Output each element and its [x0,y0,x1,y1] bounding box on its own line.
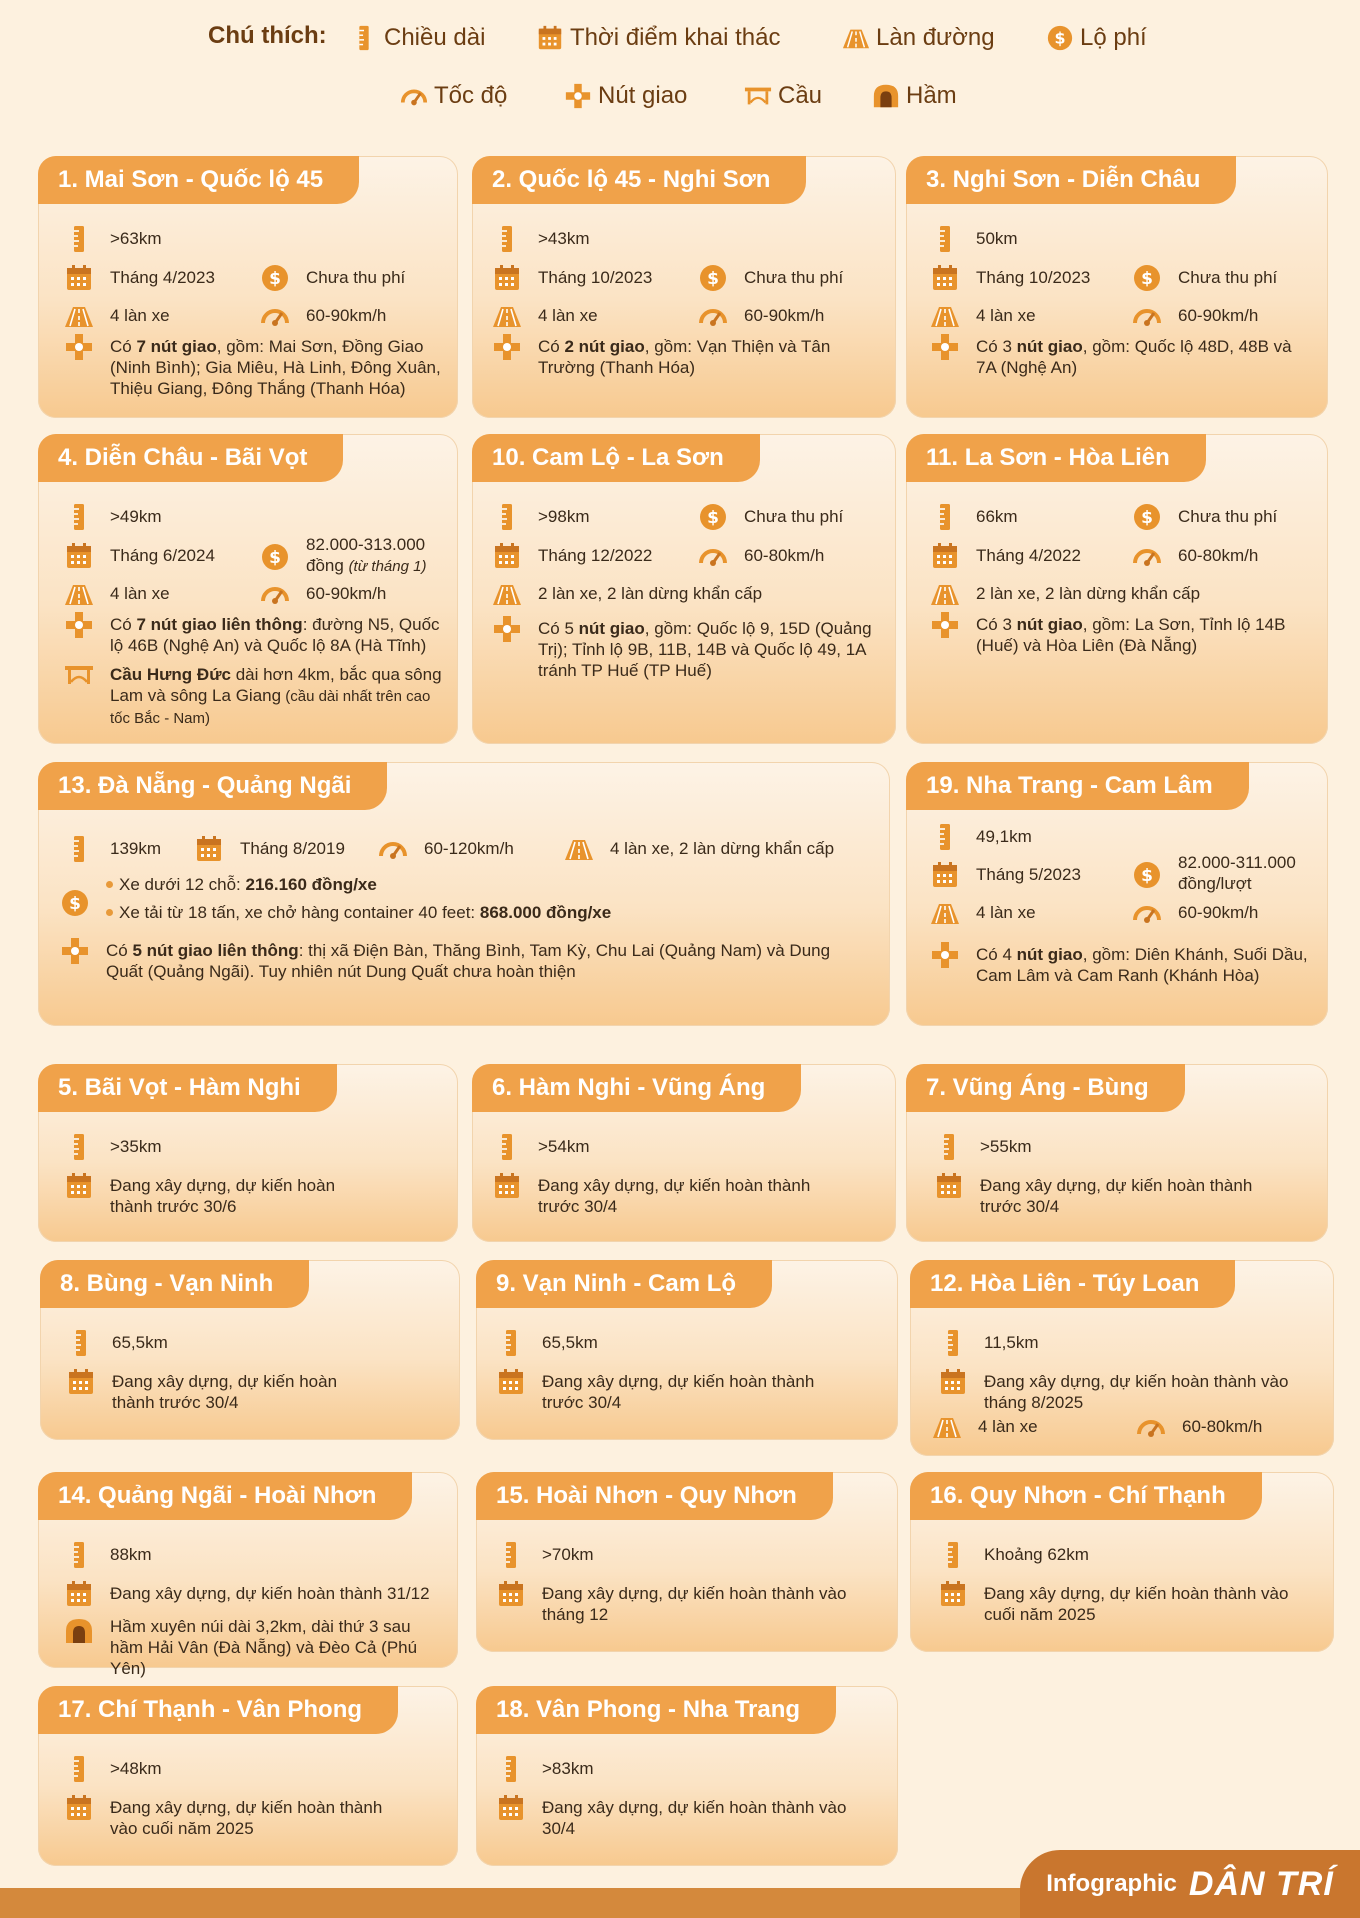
speedometer-icon [1136,1412,1166,1442]
ruler-icon [64,1754,94,1784]
road-icon [932,1412,962,1442]
ruler-icon [492,502,522,532]
speed-row: 60-90km/h [1132,902,1322,928]
length-row: 11,5km [938,1332,1318,1358]
time-row: Đang xây dựng, dự kiến hoàn thành trước 30/4 [496,1371,826,1413]
route-title: 16. Quy Nhơn - Chí Thạnh [910,1472,1262,1520]
calendar-icon [930,541,960,571]
route-title: 3. Nghi Sơn - Diễn Châu [906,156,1236,204]
route-title: 4. Diễn Châu - Bãi Vọt [38,434,343,482]
lanes-row: 4 làn xe [930,305,1120,331]
route-card-16 [910,1472,1334,1652]
route-title: 11. La Sơn - Hòa Liên [906,434,1206,482]
legend-tunnel: Hầm [872,82,957,110]
junction-icon [930,940,960,970]
ruler-icon [64,1540,94,1570]
route-title: 5. Bãi Vọt - Hàm Nghi [38,1064,337,1112]
route-title: 17. Chí Thạnh - Vân Phong [38,1686,398,1734]
time-row: Tháng 6/2024 [64,545,244,571]
calendar-icon [496,1367,526,1397]
fee-row: Chưa thu phí [260,267,450,293]
tunnel-icon [64,1616,94,1646]
junction-row: Có 4 nút giao, gồm: Diên Khánh, Suối Dầu, Cam Lâm và Cam Ranh (Khánh Hòa) [930,944,1310,986]
route-title: 19. Nha Trang - Cam Lâm [906,762,1249,810]
ruler-icon [492,224,522,254]
calendar-icon [64,263,94,293]
lanes-row: 4 làn xe [492,305,682,331]
time-row: Đang xây dựng, dự kiến hoàn thành vào cuối năm 2025 [64,1797,404,1839]
route-card-13 [38,762,890,1026]
route-card-5 [38,1064,458,1242]
calendar-icon [536,24,564,52]
bridge-icon [64,660,94,690]
time-row: Tháng 4/2023 [64,267,244,293]
length-row: 65,5km [66,1332,446,1358]
calendar-icon [64,1793,94,1823]
route-title: 15. Hoài Nhơn - Quy Nhơn [476,1472,833,1520]
junction-icon [492,332,522,362]
speedometer-icon [400,82,428,110]
length-row: >54km [492,1136,872,1162]
ruler-icon [64,224,94,254]
time-row: Tháng 10/2023 [930,267,1120,293]
length-row: 50km [930,228,1310,254]
speed-row: 60-90km/h [698,305,888,331]
speedometer-icon [260,579,290,609]
junction-row: Có 2 nút giao, gồm: Vạn Thiện và Tân Trường (Thanh Hóa) [492,336,872,378]
route-title: 18. Vân Phong - Nha Trang [476,1686,836,1734]
route-title: 2. Quốc lộ 45 - Nghi Sơn [472,156,806,204]
lanes-row: 4 làn xe [64,583,244,609]
time-row: Đang xây dựng, dự kiến hoàn thành trước 30/4 [934,1175,1264,1217]
length-row: 66km [930,506,1120,532]
dollar-icon [260,263,290,293]
length-row: 139km [64,838,194,864]
road-icon [930,579,960,609]
route-card-14 [38,1472,458,1678]
lanes-row: 4 làn xe [932,1416,1122,1442]
dollar-icon [698,502,728,532]
speed-row: 60-90km/h [260,583,450,609]
junction-icon [930,332,960,362]
junction-icon [60,936,90,966]
route-card-2 [472,156,896,418]
route-title: 10. Cam Lộ - La Sơn [472,434,760,482]
ruler-icon [496,1328,526,1358]
route-title: 13. Đà Nẵng - Quảng Ngãi [38,762,387,810]
junction-row: Có 3 nút giao, gồm: Quốc lộ 48D, 48B và 7A (Nghệ An) [930,336,1310,378]
time-row: Tháng 4/2022 [930,545,1120,571]
lanes-row: 2 làn xe, 2 làn dừng khẩn cấp [492,583,882,609]
road-icon [564,834,594,864]
legend-lanes: Làn đường [842,24,995,52]
calendar-icon [930,263,960,293]
speedometer-icon [1132,898,1162,928]
route-title: 9. Vạn Ninh - Cam Lộ [476,1260,772,1308]
ruler-icon [930,822,960,852]
route-card-4 [38,434,458,744]
route-card-6 [472,1064,896,1242]
brand-label: Infographic [1046,1870,1177,1897]
speedometer-icon [698,301,728,331]
speedometer-icon [698,541,728,571]
speed-row: 60-80km/h [1136,1416,1326,1442]
lanes-row: 2 làn xe, 2 làn dừng khẩn cấp [930,583,1320,609]
route-card-9 [476,1260,898,1440]
calendar-icon [938,1367,968,1397]
lanes-row: 4 làn xe [930,902,1120,928]
dollar-icon [1132,860,1162,890]
length-row: >49km [64,506,444,532]
ruler-icon [496,1540,526,1570]
time-row: Đang xây dựng, dự kiến hoàn thành 31/12 [64,1583,454,1609]
junction-row: Có 7 nút giao liên thông: đường N5, Quốc lộ 46B (Nghệ An) và Quốc lộ 8A (Hà Tĩnh) [64,614,444,656]
ruler-icon [64,834,94,864]
road-icon [930,301,960,331]
route-title: 7. Vũng Áng - Bùng [906,1064,1185,1112]
fee-row: Chưa thu phí [1132,267,1322,293]
route-card-10 [472,434,896,744]
dollar-icon [60,888,90,918]
length-row: 49,1km [930,826,1310,852]
road-icon [930,898,960,928]
time-row: Đang xây dựng, dự kiến hoàn thành vào tháng 12 [496,1583,866,1625]
fee-row: Chưa thu phí [1132,506,1322,532]
road-icon [64,579,94,609]
speed-row: 60-90km/h [260,305,450,331]
calendar-icon [492,1171,522,1201]
time-row: Đang xây dựng, dự kiến hoàn thành vào 30/4 [496,1797,866,1839]
road-icon [64,301,94,331]
length-row: >35km [64,1136,444,1162]
length-row: >43km [492,228,872,254]
dollar-icon [1132,263,1162,293]
junction-row: Có 5 nút giao, gồm: Quốc lộ 9, 15D (Quảng Trị); Tỉnh lộ 9B, 11B, 14B và Quốc lộ 49, 1A tránh TP Huế (TP Huế) [492,618,872,681]
time-row: Đang xây dựng, dự kiến hoàn thành vào cuối năm 2025 [938,1583,1308,1625]
calendar-icon [934,1171,964,1201]
calendar-icon [492,541,522,571]
calendar-icon [64,1579,94,1609]
route-card-11 [906,434,1328,744]
lanes-row: 4 làn xe [64,305,244,331]
ruler-icon [350,24,378,52]
calendar-icon [64,541,94,571]
legend-junction: Nút giao [564,82,687,110]
legend-length: Chiều dài [350,24,485,52]
speed-row: 60-90km/h [1132,305,1322,331]
bridge-icon [744,82,772,110]
legend-time: Thời điểm khai thác [536,24,781,52]
calendar-icon [194,834,224,864]
calendar-icon [492,263,522,293]
legend-speed: Tốc độ [400,82,507,110]
tunnel-icon [872,82,900,110]
junction-icon [564,82,592,110]
fee-row [60,874,860,923]
road-icon [492,301,522,331]
ruler-icon [66,1328,96,1358]
junction-icon [492,614,522,644]
lanes-row: 4 làn xe, 2 làn dừng khẩn cấp [564,838,884,864]
fee-row: Chưa thu phí [698,267,888,293]
speedometer-icon [260,301,290,331]
time-row: Tháng 8/2019 [194,838,364,864]
ruler-icon [930,502,960,532]
dollar-icon [1132,502,1162,532]
fee-item: Xe dưới 12 chỗ: 216.160 đồng/xe [106,874,860,895]
ruler-icon [930,224,960,254]
bridge-row: Cầu Hưng Đức dài hơn 4km, bắc qua sông Lam và sông La Giang (cầu dài nhất trên cao tốc Bắc - Nam) [64,664,444,729]
route-title: 14. Quảng Ngãi - Hoài Nhơn [38,1472,412,1520]
length-row: >63km [64,228,444,254]
length-row: >83km [496,1758,876,1784]
route-card-3 [906,156,1328,418]
speed-row: 60-80km/h [1132,545,1322,571]
route-card-18 [476,1686,898,1866]
time-row: Đang xây dựng, dự kiến hoàn thành trước 30/6 [64,1175,374,1217]
road-icon [492,579,522,609]
length-row: >70km [496,1544,876,1570]
junction-row: Có 5 nút giao liên thông: thị xã Điện Bàn, Thăng Bình, Tam Kỳ, Chu Lai (Quảng Nam) và Dung Quất (Quảng Ngãi). Tuy nhiên nút Dung Quất chưa hoàn thiện [60,940,870,982]
calendar-icon [64,1171,94,1201]
junction-icon [930,610,960,640]
length-row: >98km [492,506,682,532]
speedometer-icon [1132,301,1162,331]
speed-row: 60-80km/h [698,545,888,571]
time-row: Đang xây dựng, dự kiến hoàn thành trước 30/4 [66,1371,376,1413]
road-icon [842,24,870,52]
ruler-icon [938,1540,968,1570]
ruler-icon [496,1754,526,1784]
dollar-icon [1046,24,1074,52]
legend-fee: Lộ phí [1046,24,1147,52]
time-row: Tháng 10/2023 [492,267,682,293]
brand-name: DÂN TRÍ [1188,1864,1334,1903]
calendar-icon [496,1793,526,1823]
fee-row: 82.000-311.000 đồng/lượt [1132,852,1322,894]
tunnel-row: Hầm xuyên núi dài 3,2km, dài thứ 3 sau hầm Hải Vân (Đà Nẵng) và Đèo Cả (Phú Yên) [64,1608,444,1679]
ruler-icon [64,1132,94,1162]
junction-icon [64,610,94,640]
speed-row: 60-120km/h [378,838,548,864]
calendar-icon [930,860,960,890]
route-card-8 [40,1260,460,1440]
route-title: 12. Hòa Liên - Túy Loan [910,1260,1235,1308]
length-row: 88km [64,1544,444,1570]
legend-bridge: Cầu [744,82,822,110]
ruler-icon [64,502,94,532]
calendar-icon [496,1579,526,1609]
route-card-17 [38,1686,458,1866]
ruler-icon [492,1132,522,1162]
speedometer-icon [378,834,408,864]
time-row: Tháng 5/2023 [930,864,1120,890]
junction-row: Có 3 nút giao, gồm: La Sơn, Tỉnh lộ 14B (Huế) và Hòa Liên (Đà Nẵng) [930,614,1310,656]
route-card-19 [906,762,1328,1026]
route-card-15 [476,1472,898,1652]
junction-icon [64,332,94,362]
route-card-12 [910,1260,1334,1456]
brand-logo[interactable] [1020,1850,1360,1918]
length-row: >48km [64,1758,444,1784]
length-row: >55km [934,1136,1314,1162]
time-row: Đang xây dựng, dự kiến hoàn thành vào tháng 8/2025 [938,1371,1308,1413]
dollar-icon [260,542,290,572]
fee-row: 82.000-313.000 đồng (từ tháng 1) [260,534,450,577]
route-card-7 [906,1064,1328,1242]
route-title: 6. Hàm Nghi - Vũng Áng [472,1064,801,1112]
junction-row: Có 7 nút giao, gồm: Mai Sơn, Đồng Giao (Ninh Bình); Gia Miêu, Hà Linh, Đông Xuân, Thiệu Giang, Đông Thắng (Thanh Hóa) [64,336,444,399]
ruler-icon [938,1328,968,1358]
speedometer-icon [1132,541,1162,571]
route-title: 8. Bùng - Vạn Ninh [40,1260,309,1308]
time-row: Tháng 12/2022 [492,545,682,571]
ruler-icon [934,1132,964,1162]
route-card-1 [38,156,458,418]
legend [0,0,1360,140]
route-title: 1. Mai Sơn - Quốc lộ 45 [38,156,359,204]
fee-item: Xe tải từ 18 tấn, xe chở hàng container 40 feet: 868.000 đồng/xe [106,902,860,923]
legend-title: Chú thích: [208,22,327,49]
fee-row: Chưa thu phí [698,506,888,532]
length-row: 65,5km [496,1332,876,1358]
dollar-icon [698,263,728,293]
length-row: Khoảng 62km [938,1544,1318,1570]
time-row: Đang xây dựng, dự kiến hoàn thành trước 30/4 [492,1175,822,1217]
calendar-icon [938,1579,968,1609]
calendar-icon [66,1367,96,1397]
